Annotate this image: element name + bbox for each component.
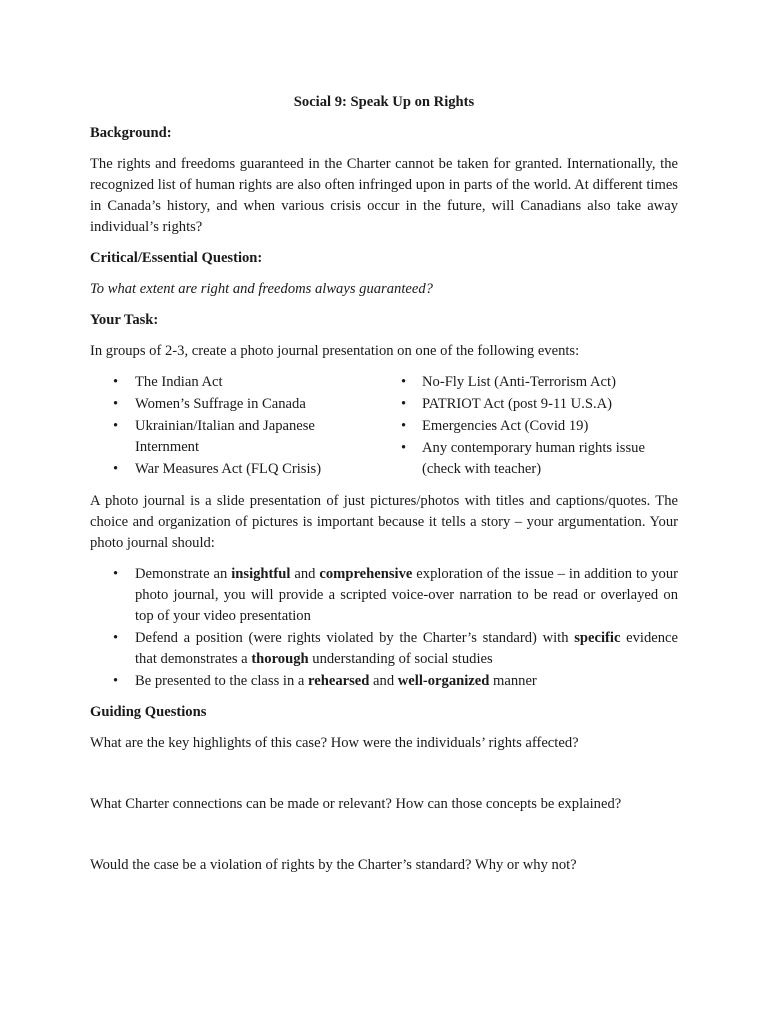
guiding-question: What are the key highlights of this case? How were the individuals’ rights affected? (90, 735, 579, 751)
task-intro: In groups of 2-3, create a photo journal presentation on one of the following events: (90, 343, 580, 359)
events-list (90, 372, 678, 481)
guiding-questions-heading: Guiding Questions (90, 704, 207, 720)
requirement-text: Demonstrate an (135, 566, 232, 582)
requirement-text: Be presented to the class in a (135, 673, 309, 689)
requirement-text: Defend a position (were rights violated by the Charter’s standard) with (135, 630, 575, 646)
document-page (90, 92, 678, 876)
guiding-question: What Charter connections can be made or relevant? How can those concepts be explained? (90, 796, 622, 812)
requirement-emphasis: comprehensive (319, 566, 413, 582)
requirement-text: and (290, 566, 320, 582)
requirement-item (90, 671, 678, 692)
background-heading: Background: (90, 125, 172, 141)
requirement-emphasis: specific (574, 630, 621, 646)
document-title: Social 9: Speak Up on Rights (293, 94, 475, 110)
requirement-text: understanding of social studies (308, 651, 493, 667)
requirement-emphasis: rehearsed (308, 673, 370, 689)
event-item: • The Indian Act (90, 372, 378, 393)
requirement-text: manner (489, 673, 537, 689)
event-item: • War Measures Act (FLQ Crisis) (90, 459, 378, 480)
event-item: • Ukrainian/Italian and Japanese Internment (90, 416, 378, 458)
task-heading: Your Task: (90, 312, 159, 328)
requirement-emphasis: well-organized (397, 673, 490, 689)
critical-question-heading: Critical/Essential Question: (90, 250, 263, 266)
event-item: • Women’s Suffrage in Canada (90, 394, 378, 415)
requirement-emphasis: thorough (251, 651, 309, 667)
background-text: The rights and freedoms guaranteed in the Charter cannot be taken for granted. Internationally, the recognized list of human rights are also often infringed upon in parts of the world. At different times in Canada’s history, and when various crisis occur in the future, will Canadians also take away individual’s rights? (90, 156, 678, 235)
critical-question-text: To what extent are right and freedoms always guaranteed? (90, 281, 433, 297)
requirement-text: and (369, 673, 398, 689)
event-item: • PATRIOT Act (post 9-11 U.S.A) (378, 394, 678, 415)
requirement-text: evidence that demonstrates a (135, 630, 678, 667)
guiding-question: Would the case be a violation of rights by the Charter’s standard? Why or why not? (90, 857, 577, 873)
requirement-item (90, 564, 678, 627)
events-left-column (90, 372, 378, 481)
event-item: • No-Fly List (Anti-Terrorism Act) (378, 372, 678, 393)
events-right-column (378, 372, 678, 481)
requirement-emphasis: insightful (231, 566, 291, 582)
event-item: • Emergencies Act (Covid 19) (378, 416, 678, 437)
journal-description: A photo journal is a slide presentation of just pictures/photos with titles and captions/quotes. The choice and organization of pictures is important because it tells a story – your argumentation. Your photo journal should: (90, 493, 678, 551)
requirement-text: exploration of the issue – in addition to your photo journal, you will provide a scripted voice-over narration to be read or overlayed on top of your video presentation (135, 566, 678, 624)
requirements-list (90, 564, 678, 692)
requirement-item (90, 628, 678, 670)
event-item: • Any contemporary human rights issue (check with teacher) (378, 438, 678, 480)
